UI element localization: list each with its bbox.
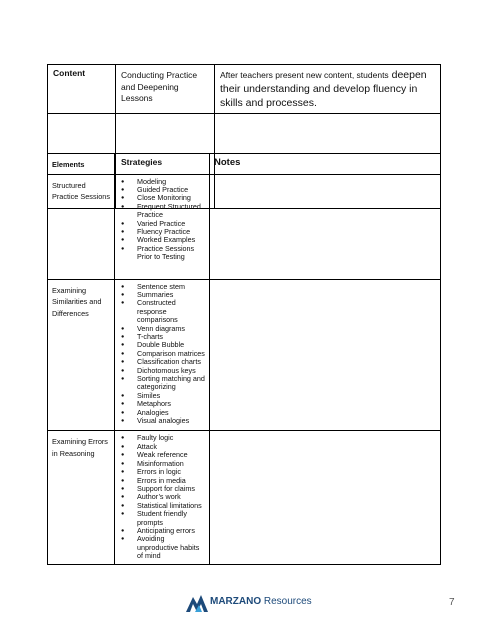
strategy-item: ● Analogies: [121, 409, 205, 417]
description-line-1: After teachers present new content, students: [220, 70, 389, 80]
content-description: [215, 65, 441, 114]
content-label: Content: [48, 65, 116, 114]
strategy-item: ● Venn diagrams: [121, 325, 205, 333]
strategy-list-cell: [115, 174, 210, 279]
strategy-item: ● Attack: [121, 443, 205, 451]
strategy-item: ● Sentence stem: [121, 283, 205, 291]
table-row: [48, 431, 441, 564]
strategy-item: ● Weak reference: [121, 451, 205, 459]
strategy-item: ● Misinformation: [121, 460, 205, 468]
content-topic: Conducting Practice and Deepening Lessons: [116, 65, 215, 114]
strategy-item: ● Modeling: [121, 178, 205, 186]
logo-text: [210, 596, 312, 607]
strategy-item: ● Statistical limitations: [121, 502, 205, 510]
strategies-table: [47, 153, 441, 565]
table-row: [48, 174, 441, 279]
logo-text-regular: Resources: [261, 596, 312, 607]
strategy-item: ● Classification charts: [121, 358, 205, 366]
element-name: Examining Errors in Reasoning: [48, 431, 115, 564]
marzano-mountain-icon: [186, 593, 208, 613]
strategy-item: ● Double Bubble: [121, 341, 205, 349]
strategy-item: ● Frequent Structured Practice: [121, 203, 205, 220]
strategy-item: ● Errors in media: [121, 477, 205, 485]
strategy-item: ● Fluency Practice: [121, 228, 205, 236]
strategy-item: ● Metaphors: [121, 400, 205, 408]
header-row: [48, 154, 441, 175]
strategy-list-cell: [115, 279, 210, 431]
strategy-item: ● Faulty logic: [121, 434, 205, 442]
strategy-item: ● Summaries: [121, 291, 205, 299]
element-name: Examining Similarities and Differences: [48, 279, 115, 431]
header-strategies: Strategies: [115, 154, 210, 175]
strategy-list-cell: [115, 431, 210, 564]
strategy-item: ● Constructed response comparisons: [121, 299, 205, 324]
strategy-item: ● Author’s work: [121, 493, 205, 501]
strategy-item: ● Avoiding unproductive habits of mind: [121, 535, 205, 560]
strategy-item: ● Practice Sessions Prior to Testing: [121, 245, 205, 262]
strategy-item: ● Guided Practice: [121, 186, 205, 194]
header-elements: Elements: [48, 154, 115, 175]
strategy-list: [121, 434, 205, 560]
strategy-item: ● Sorting matching and categorizing: [121, 375, 205, 392]
header-notes: Notes: [210, 154, 441, 175]
page-number: 7: [449, 597, 455, 608]
strategy-item: ● Visual analogies: [121, 417, 205, 425]
strategy-item: ● Close Monitoring: [121, 194, 205, 202]
strategy-item: ● Comparison matrices: [121, 350, 205, 358]
table-row: [48, 279, 441, 431]
marzano-logo: [186, 593, 312, 613]
strategy-item: ● Similes: [121, 392, 205, 400]
description-line-2: deepen their understanding and develop fluency in skills and processes.: [220, 69, 427, 109]
strategy-list: [121, 178, 205, 262]
strategy-item: ● Errors in logic: [121, 468, 205, 476]
strategy-item: ● Varied Practice: [121, 220, 205, 228]
notes-cell: [210, 174, 441, 279]
strategy-item: ● Anticipating errors: [121, 527, 205, 535]
strategy-list: [121, 283, 205, 426]
strategy-item: ● Support for claims: [121, 485, 205, 493]
strategy-item: ● Dichotomous keys: [121, 367, 205, 375]
element-name: Structured Practice Sessions: [48, 174, 115, 279]
logo-text-bold: MARZANO: [210, 596, 262, 607]
notes-cell: [210, 279, 441, 431]
strategy-item: ● Worked Examples: [121, 236, 205, 244]
strategy-item: ● Student friendly prompts: [121, 510, 205, 527]
strategy-item: ● T-charts: [121, 333, 205, 341]
notes-cell: [210, 431, 441, 564]
